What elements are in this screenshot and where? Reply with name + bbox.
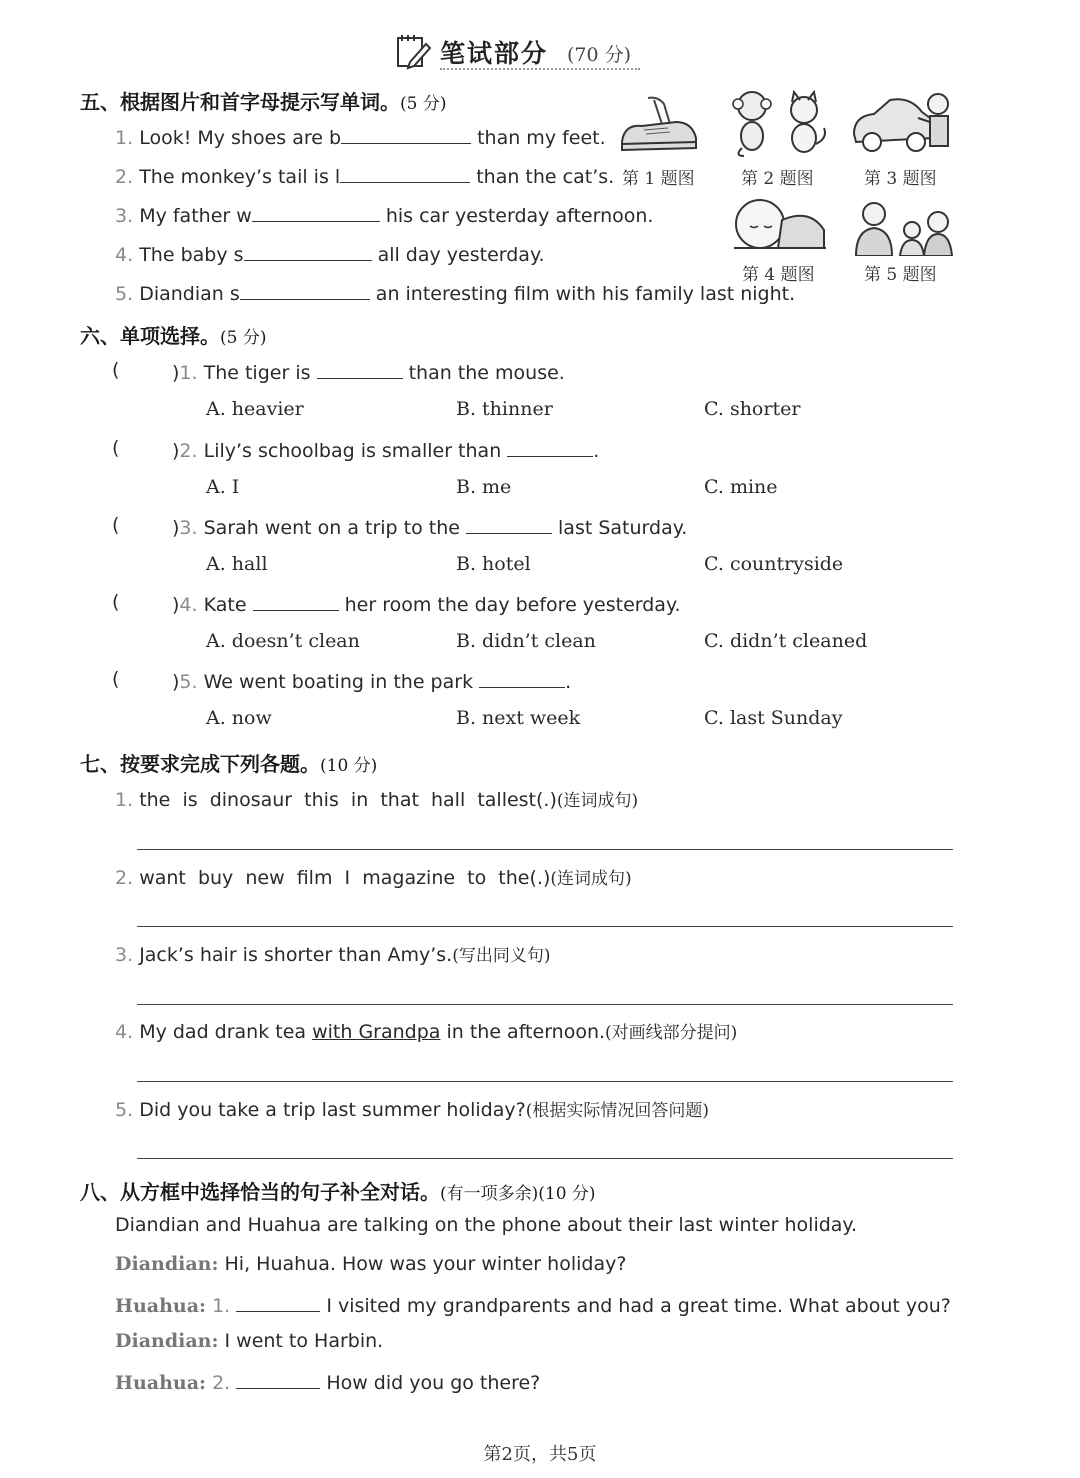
answer-paren-input[interactable] xyxy=(122,514,170,538)
answer-paren-open: ( xyxy=(112,437,120,459)
answer-line[interactable] xyxy=(137,1081,953,1082)
answer-blank[interactable] xyxy=(252,202,380,222)
option-b[interactable]: B. hotel xyxy=(456,553,531,575)
title-underline xyxy=(440,68,640,70)
option-c[interactable]: C. shorter xyxy=(704,398,801,420)
picture-caption-2: 第 2 题图 xyxy=(741,169,814,189)
s5-question-4: 4. The baby s all day yesterday. xyxy=(115,241,545,266)
dialogue-intro: Diandian and Huahua are talking on the phone about their last winter holiday. xyxy=(115,1214,858,1236)
answer-line[interactable] xyxy=(137,849,953,850)
answer-paren-input[interactable] xyxy=(122,359,170,383)
answer-paren-input[interactable] xyxy=(122,591,170,615)
s7-question-1: 1. the is dinosaur this in that hall tallest(.)(连词成句) xyxy=(115,789,639,811)
monkey-and-cat-illustration xyxy=(728,88,832,158)
picture-caption-5: 第 5 题图 xyxy=(864,265,937,285)
option-a[interactable]: A. heavier xyxy=(206,398,304,420)
answer-blank xyxy=(253,591,339,611)
sleeping-baby-illustration xyxy=(730,196,830,256)
answer-blank xyxy=(507,437,593,457)
answer-paren-open: ( xyxy=(112,591,120,613)
option-a[interactable]: A. now xyxy=(206,707,272,729)
option-c[interactable]: C. countryside xyxy=(704,553,844,575)
option-a[interactable]: A. hall xyxy=(206,553,268,575)
family-watching-film-illustration xyxy=(850,200,956,256)
underlined-phrase: with Grandpa xyxy=(312,1021,441,1043)
s6-question-3: )3. Sarah went on a trip to the last Saturday. xyxy=(172,514,687,539)
option-a[interactable]: A. I xyxy=(206,476,240,498)
answer-paren-input[interactable] xyxy=(122,437,170,461)
s6-question-4: )4. Kate her room the day before yesterday. xyxy=(172,591,681,616)
option-b[interactable]: B. thinner xyxy=(456,398,553,420)
s5-question-1: 1. Look! My shoes are b than my feet. xyxy=(115,124,606,149)
answer-blank[interactable] xyxy=(236,1292,320,1312)
section-5-heading: 五、根据图片和首字母提示写单词。(5 分) xyxy=(80,90,447,114)
s5-question-5: 5. Diandian s an interesting film with his family last night. xyxy=(115,280,795,305)
s6-question-1: )1. The tiger is than the mouse. xyxy=(172,359,565,384)
answer-paren-open: ( xyxy=(112,359,120,381)
answer-blank[interactable] xyxy=(240,280,370,300)
s5-question-2: 2. The monkey’s tail is l than the cat’s. xyxy=(115,163,614,188)
s7-question-3: 3. Jack’s hair is shorter than Amy’s.(写出同义句) xyxy=(115,944,551,966)
answer-line[interactable] xyxy=(137,1158,953,1159)
dialogue-line-3: Diandian: I went to Harbin. xyxy=(115,1330,384,1352)
picture-caption-1: 第 1 题图 xyxy=(622,169,695,189)
answer-blank xyxy=(466,514,552,534)
option-a[interactable]: A. doesn’t clean xyxy=(206,630,360,652)
s7-question-4: 4. My dad drank tea with Grandpa in the afternoon.(对画线部分提问) xyxy=(115,1021,738,1043)
page-title: 笔试部分 xyxy=(440,39,549,68)
answer-blank[interactable] xyxy=(341,124,471,144)
shoes-illustration xyxy=(618,94,700,156)
picture-caption-4: 第 4 题图 xyxy=(742,265,815,285)
dialogue-line-2: Huahua: 1. I visited my grandparents and had a great time. What about you? xyxy=(115,1292,951,1317)
option-c[interactable]: C. mine xyxy=(704,476,778,498)
answer-paren-open: ( xyxy=(112,514,120,536)
section-6-heading: 六、单项选择。(5 分) xyxy=(80,324,267,348)
answer-paren-input[interactable] xyxy=(122,668,170,692)
answer-line[interactable] xyxy=(137,1004,953,1005)
s6-question-2: )2. Lily’s schoolbag is smaller than . xyxy=(172,437,599,462)
page-title-score: (70 分) xyxy=(567,44,632,66)
page-number: 第2页，共5页 xyxy=(483,1444,597,1465)
picture-caption-3: 第 3 题图 xyxy=(864,169,937,189)
s6-question-5: )5. We went boating in the park . xyxy=(172,668,571,693)
answer-blank[interactable] xyxy=(236,1369,320,1389)
dialogue-line-4: Huahua: 2. How did you go there? xyxy=(115,1369,540,1394)
s7-question-5: 5. Did you take a trip last summer holiday?(根据实际情况回答问题) xyxy=(115,1099,709,1121)
option-c[interactable]: C. last Sunday xyxy=(704,707,843,729)
option-b[interactable]: B. next week xyxy=(456,707,581,729)
s7-question-2: 2. want buy new film I magazine to the(.)(连词成句) xyxy=(115,867,632,889)
section-8-heading: 八、从方框中选择恰当的句子补全对话。(有一项多余)(10 分) xyxy=(80,1180,596,1204)
answer-blank[interactable] xyxy=(244,241,372,261)
answer-blank xyxy=(479,668,565,688)
washing-car-illustration xyxy=(850,88,958,158)
section-7-heading: 七、按要求完成下列各题。(10 分) xyxy=(80,752,378,776)
answer-blank xyxy=(317,359,403,379)
answer-line[interactable] xyxy=(137,926,953,927)
dialogue-line-1: Diandian: Hi, Huahua. How was your winter holiday? xyxy=(115,1253,627,1275)
option-b[interactable]: B. didn’t clean xyxy=(456,630,596,652)
s5-question-3: 3. My father w his car yesterday afternoon. xyxy=(115,202,653,227)
pencil-notepad-icon xyxy=(394,32,432,70)
option-b[interactable]: B. me xyxy=(456,476,512,498)
option-c[interactable]: C. didn’t cleaned xyxy=(704,630,868,652)
answer-blank[interactable] xyxy=(340,163,470,183)
answer-paren-open: ( xyxy=(112,668,120,690)
